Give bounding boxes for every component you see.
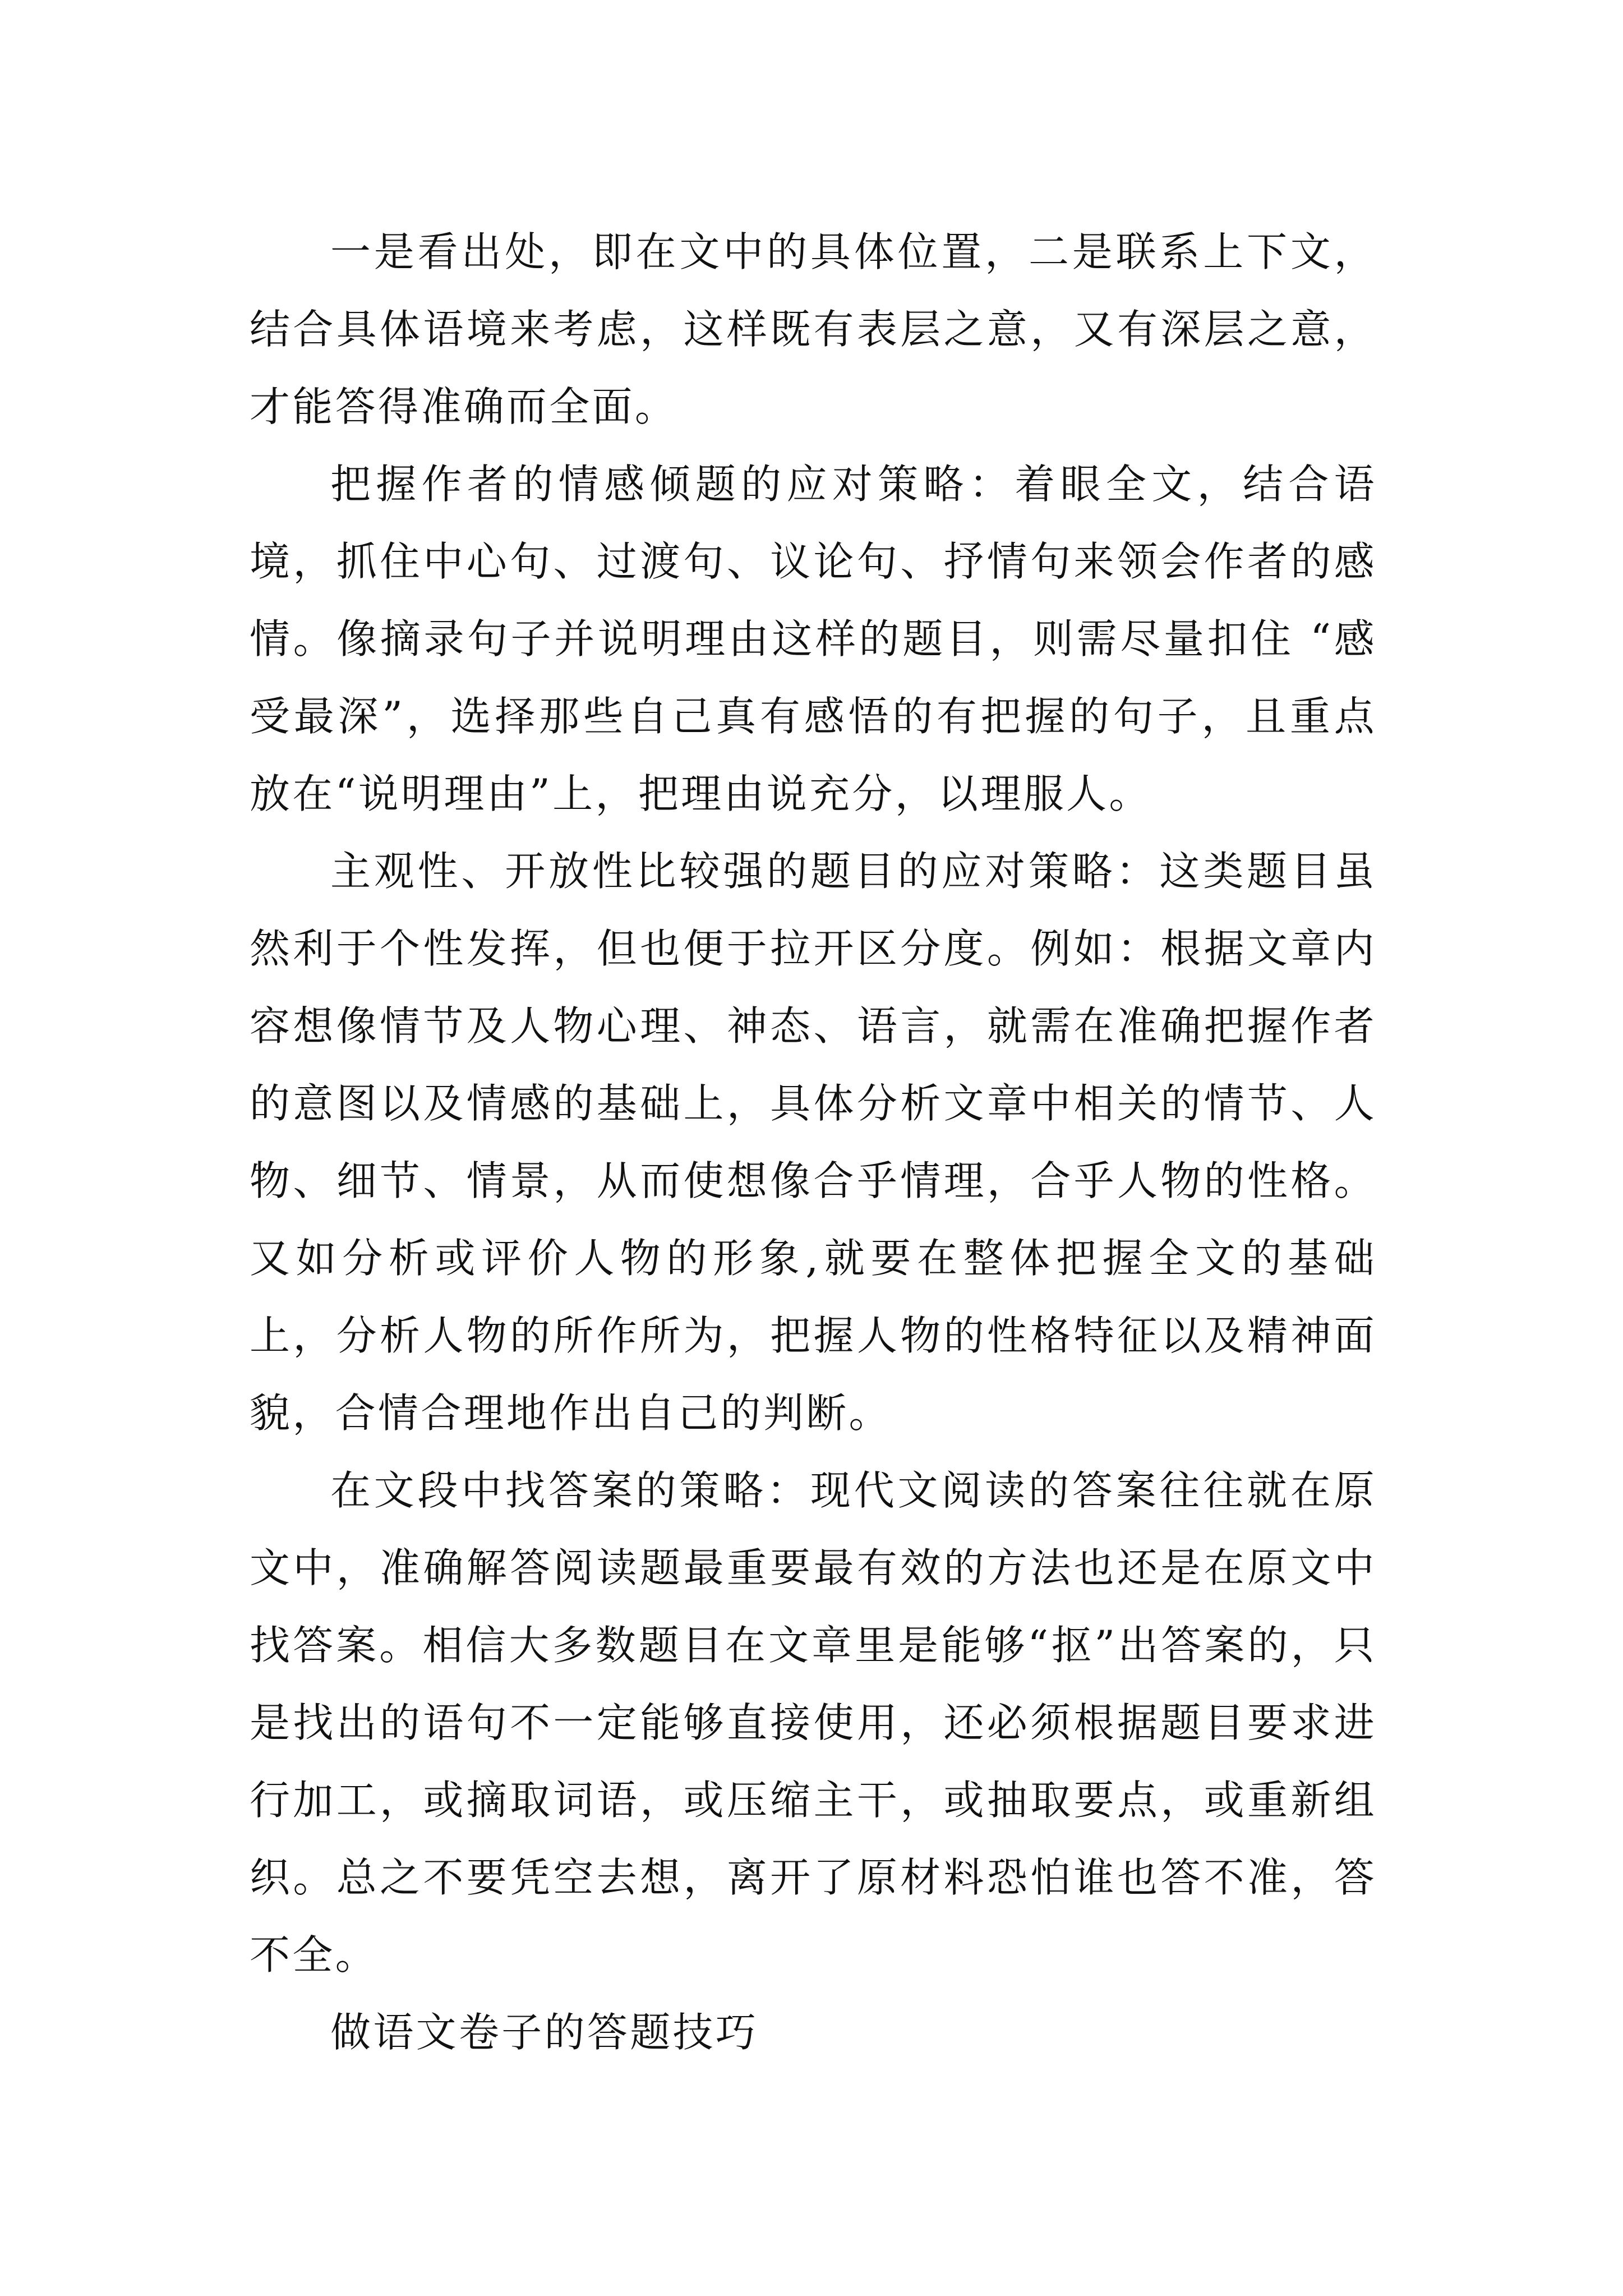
paragraph-context: 一是看出处，即在文中的具体位置，二是联系上下文，结合具体语境来考虑，这样既有表层之意，又有深层之意，才能答得准确而全面。 — [250, 228, 1377, 430]
section-heading: 做语文卷子的答题技巧 — [330, 2009, 759, 2056]
paragraph-find-answer-strategy: 在文段中找答案的策略：现代文阅读的答案往往就在原文中，准确解答阅读题最重要最有效的方法也还是在原文中找答案。相信大多数题目在文章里是能够“抠”出答案的，只是找出的语句不一定能够直接使用，还必须根据题目要求进行加工，或摘取词语，或压缩主干，或抽取要点，或重新组织。总之不要凭空去想，离开了原材料恐怕谁也答不准，答不全。 — [250, 1467, 1377, 1978]
paragraph-emotion-strategy: 把握作者的情感倾题的应对策略：着眼全文，结合语境，抓住中心句、过渡句、议论句、抒情句来领会作者的感情。像摘录句子并说明理由这样的题目，则需尽量扣住 “感受最深”，选择那些自己真有感悟的有把握的句子，且重点放在“说明理由”上，把理由说充分，以理服人。 — [250, 461, 1377, 817]
paragraph-open-question-strategy: 主观性、开放性比较强的题目的应对策略：这类题目虽然利于个性发挥，但也便于拉开区分度。例如：根据文章内容想像情节及人物心理、神态、语言，就需在准确把握作者的意图以及情感的基础上，具体分析文章中相关的情节、人物、细节、情景，从而使想像合乎情理，合乎人物的性格。又如分析或评价人物的形象,就要在整体把握全文的基础上，分析人物的所作所为，把握人物的性格特征以及精神面貌，合情合理地作出自己的判断。 — [250, 848, 1377, 1437]
document-page — [250, 213, 1377, 2071]
